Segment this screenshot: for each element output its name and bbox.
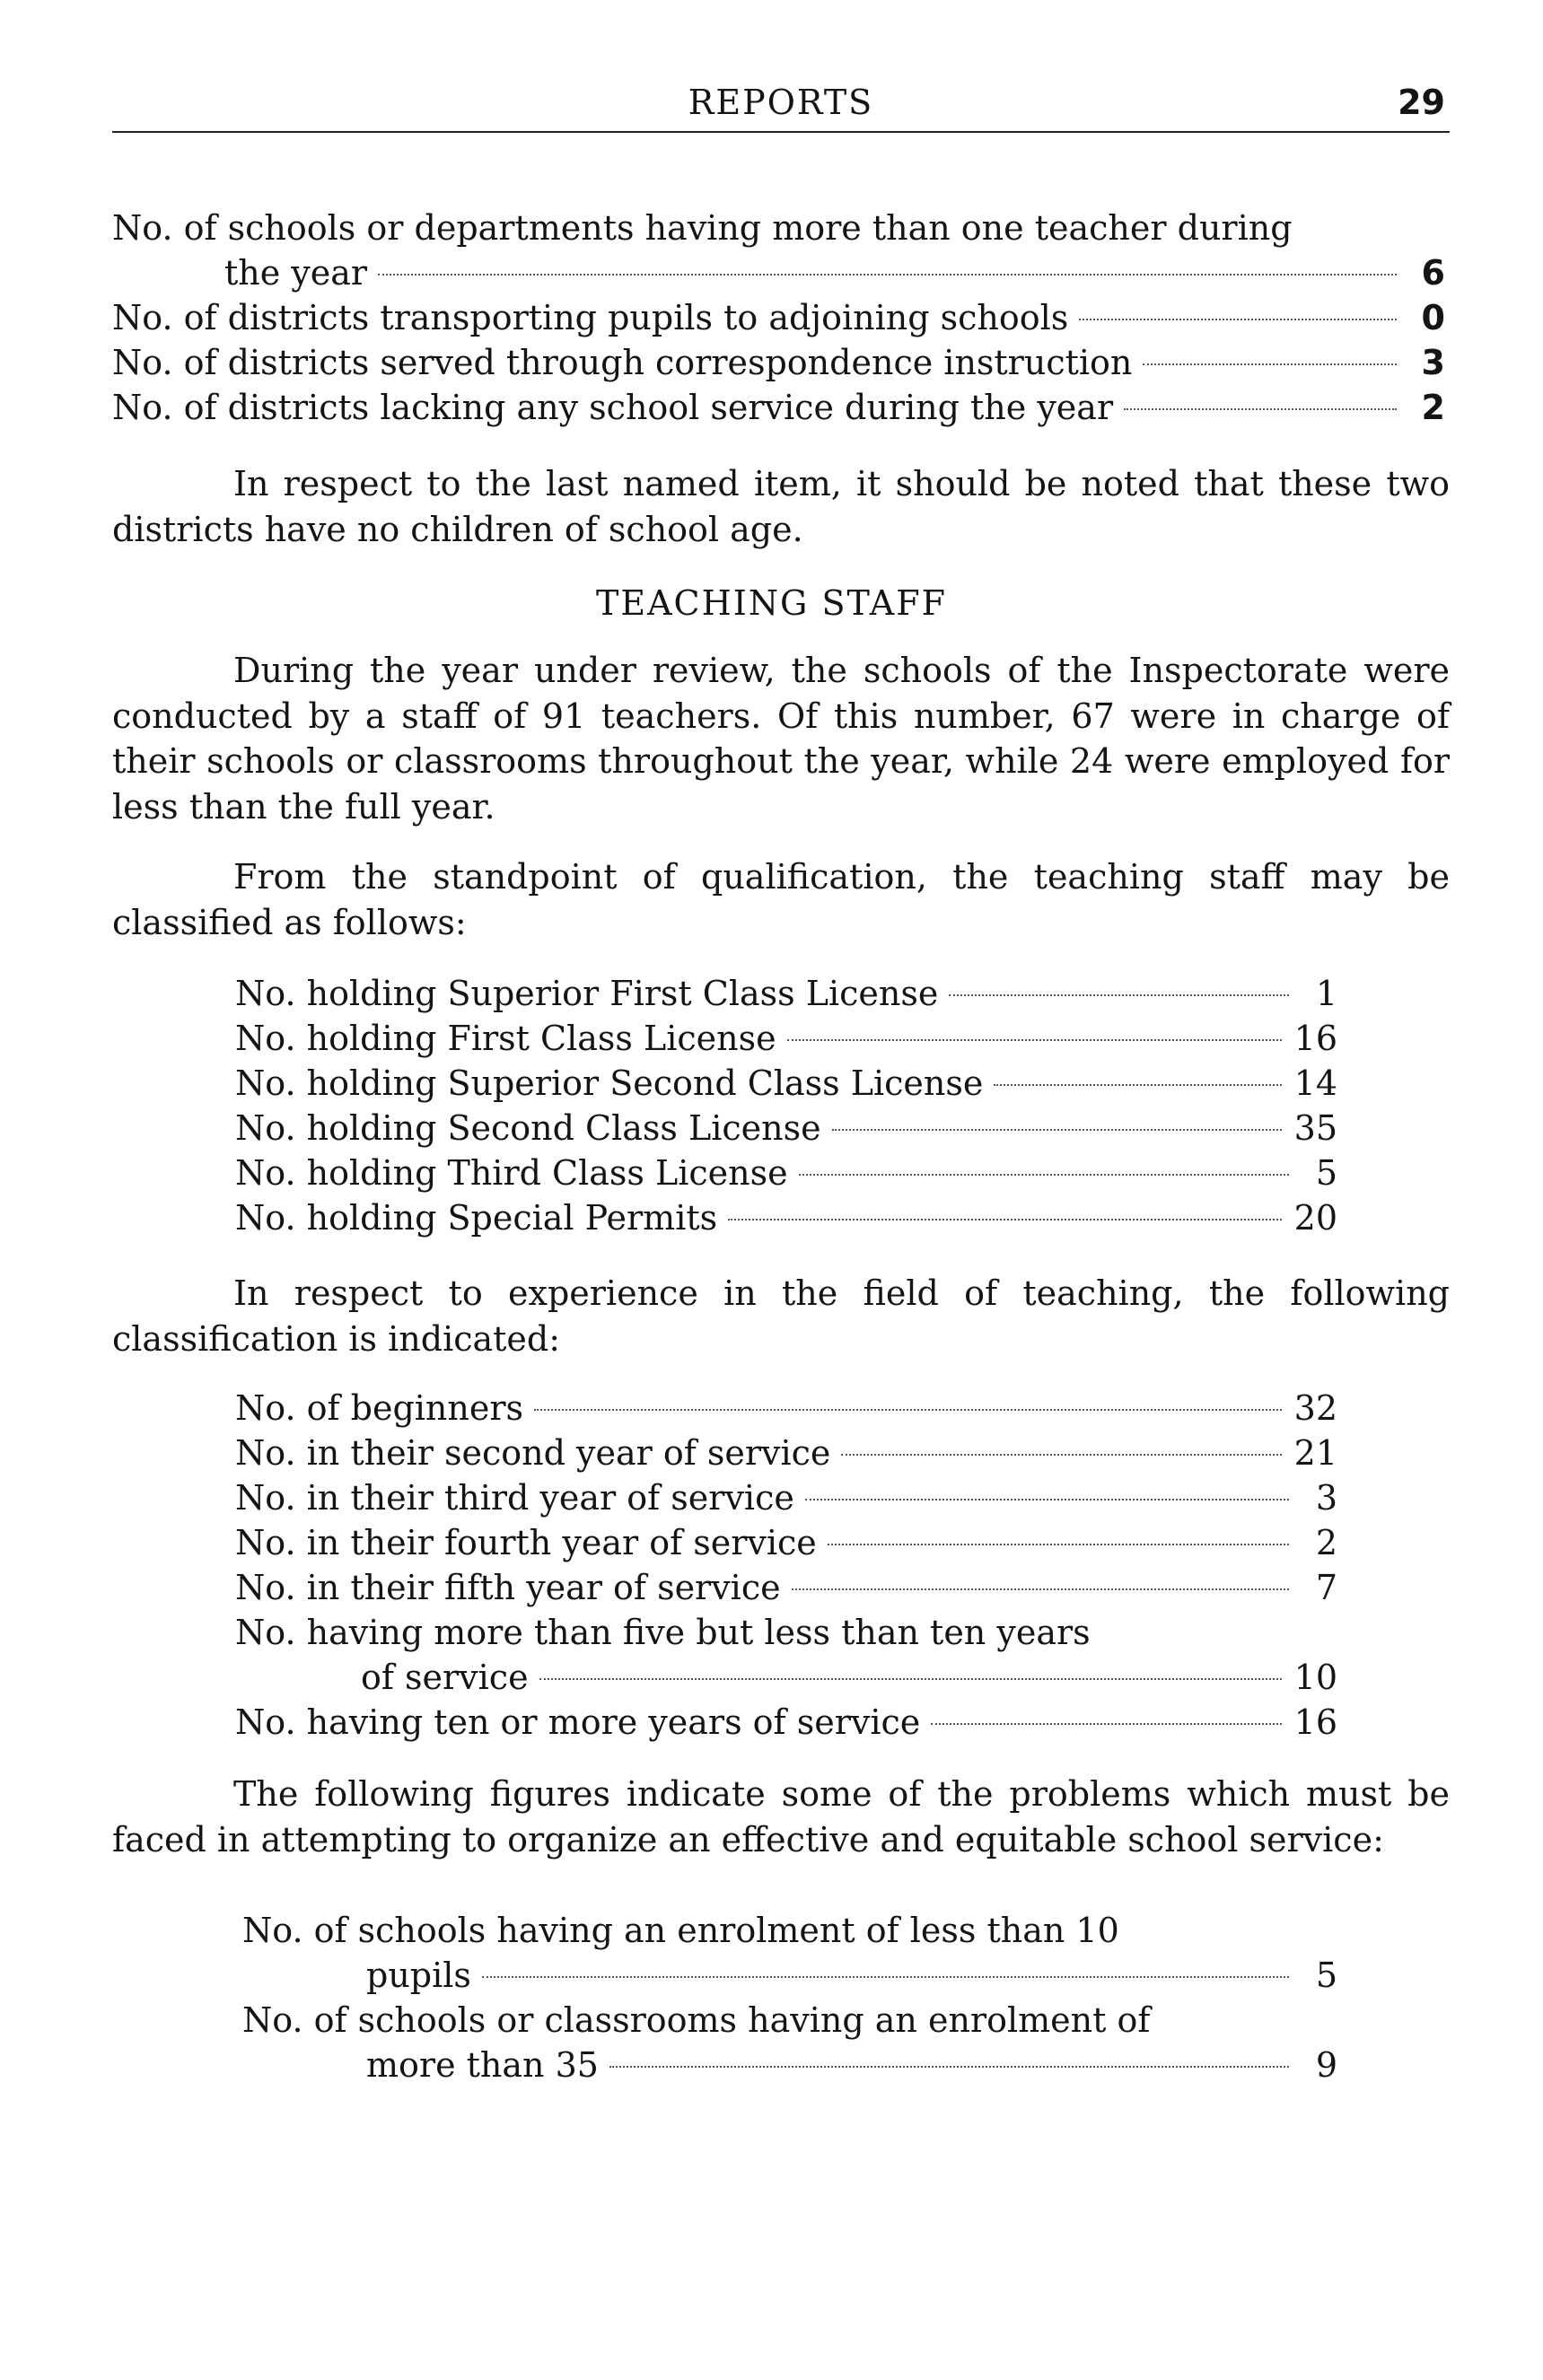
qualification-value: 16 [1293, 1019, 1337, 1058]
experience-row-line-1: No. having more than five but less than ten years [235, 1613, 1091, 1652]
experience-value: 10 [1293, 1658, 1337, 1697]
problem-label: more than 35 [366, 2045, 599, 2085]
leader-dots [792, 1588, 1289, 1590]
problem-row-2-line-1: No. of schools or classrooms having an enrolment of [242, 2000, 1151, 2040]
summary-row-4 [112, 385, 1445, 430]
leader-dots [1143, 363, 1397, 365]
problem-row-1-line-1: No. of schools having an enrolment of less than 10 [242, 1911, 1119, 1950]
experience-label: No. of beginners [235, 1388, 524, 1428]
qualification-row [235, 971, 1337, 1016]
qualification-row [235, 1061, 1337, 1106]
summary-row-3 [112, 340, 1445, 385]
summary-row-value: 0 [1421, 298, 1445, 337]
qualification-label: No. holding First Class License [235, 1019, 776, 1058]
experience-row [235, 1386, 1337, 1431]
paragraph-experience [112, 1271, 1450, 1361]
leader-dots [534, 1409, 1282, 1411]
qualification-label: No. holding Second Class License [235, 1108, 821, 1148]
leader-dots [539, 1678, 1282, 1680]
leader-dots [799, 1174, 1289, 1176]
experience-label: No. in their fifth year of service [235, 1568, 781, 1607]
qualification-label: No. holding Superior First Class License [235, 974, 939, 1013]
experience-value: 7 [1315, 1568, 1337, 1607]
leader-dots [832, 1129, 1282, 1131]
experience-row [235, 1520, 1337, 1565]
qualification-value: 35 [1293, 1108, 1337, 1148]
experience-value: 16 [1293, 1702, 1337, 1742]
problem-value: 9 [1315, 2045, 1337, 2085]
summary-row-label: the year [224, 253, 368, 293]
experience-row [235, 1700, 1337, 1745]
problem-value: 5 [1315, 1956, 1337, 1995]
experience-label: No. in their fourth year of service [235, 1523, 817, 1562]
summary-row-1-line-1: No. of schools or departments having more than one teacher during [112, 208, 1293, 248]
experience-row [361, 1655, 1337, 1700]
page-number: 29 [1398, 83, 1445, 122]
paragraph-text: In respect to experience in the field of teaching, the following classification is indicated: [112, 1273, 1450, 1359]
leader-dots [378, 274, 1397, 276]
experience-row [235, 1475, 1337, 1520]
paragraph-problems [112, 1772, 1450, 1862]
problem-row [366, 2043, 1337, 2087]
leader-dots [949, 994, 1289, 996]
experience-value: 32 [1293, 1388, 1337, 1428]
experience-label: No. in their third year of service [235, 1478, 794, 1518]
leader-dots [482, 1976, 1289, 1978]
leader-dots [805, 1499, 1289, 1501]
qualification-row [235, 1016, 1337, 1061]
summary-row-value: 6 [1421, 253, 1445, 293]
summary-row-value: 2 [1421, 388, 1445, 427]
experience-value: 3 [1315, 1478, 1337, 1518]
experience-label: of service [361, 1658, 529, 1697]
qualification-value: 14 [1293, 1063, 1337, 1103]
leader-dots [609, 2066, 1289, 2068]
summary-row-value: 3 [1421, 343, 1445, 382]
header-title: REPORTS [688, 83, 874, 122]
experience-label: No. in their second year of service [235, 1433, 831, 1473]
qualification-label: No. holding Third Class License [235, 1153, 788, 1193]
summary-row-label: No. of districts served through correspondence instruction [112, 343, 1133, 382]
qualification-label: No. holding Superior Second Class License [235, 1063, 984, 1103]
leader-dots [1124, 408, 1397, 410]
qualification-row [235, 1151, 1337, 1195]
running-header [112, 83, 1450, 133]
paragraph-text: The following figures indicate some of the problems which must be faced in attempting to organize an effective and equitable school service: [112, 1774, 1450, 1859]
leader-dots [841, 1454, 1281, 1456]
leader-dots [828, 1544, 1289, 1545]
experience-value: 21 [1293, 1433, 1337, 1473]
summary-row-1 [224, 250, 1445, 295]
paragraph-text: From the standpoint of qualification, the teaching staff may be classified as follows: [112, 857, 1450, 942]
summary-row-label: No. of districts lacking any school service during the year [112, 388, 1114, 427]
leader-dots [787, 1039, 1282, 1041]
summary-row-label: No. of districts transporting pupils to adjoining schools [112, 298, 1069, 337]
leader-dots [1079, 319, 1397, 320]
experience-row [235, 1431, 1337, 1475]
experience-value: 2 [1315, 1523, 1337, 1562]
qualification-label: No. holding Special Permits [235, 1198, 718, 1238]
paragraph-text: During the year under review, the schools of the Inspectorate were conducted by a staff of 91 teachers. Of this number, 67 were in charge of their schools or classrooms throughout the year, while 24 were employed for less than the full year. [112, 651, 1450, 827]
paragraph-text: In respect to the last named item, it should be noted that these two districts have no children of school age. [112, 464, 1450, 549]
qualification-value: 20 [1293, 1198, 1337, 1238]
qualification-value: 1 [1315, 974, 1337, 1013]
paragraph-last-named [112, 461, 1450, 552]
leader-dots [728, 1219, 1282, 1221]
paragraph-qualification [112, 854, 1450, 945]
qualification-value: 5 [1315, 1153, 1337, 1193]
problem-row [366, 1953, 1337, 1998]
problem-label: pupils [366, 1956, 471, 1995]
summary-row-2 [112, 295, 1445, 340]
leader-dots [994, 1084, 1281, 1086]
experience-row [235, 1565, 1337, 1610]
qualification-row [235, 1106, 1337, 1151]
paragraph-staff [112, 648, 1450, 829]
leader-dots [931, 1723, 1281, 1725]
qualification-row [235, 1195, 1337, 1240]
experience-label: No. having ten or more years of service [235, 1702, 921, 1742]
section-heading: TEACHING STAFF [596, 583, 947, 623]
